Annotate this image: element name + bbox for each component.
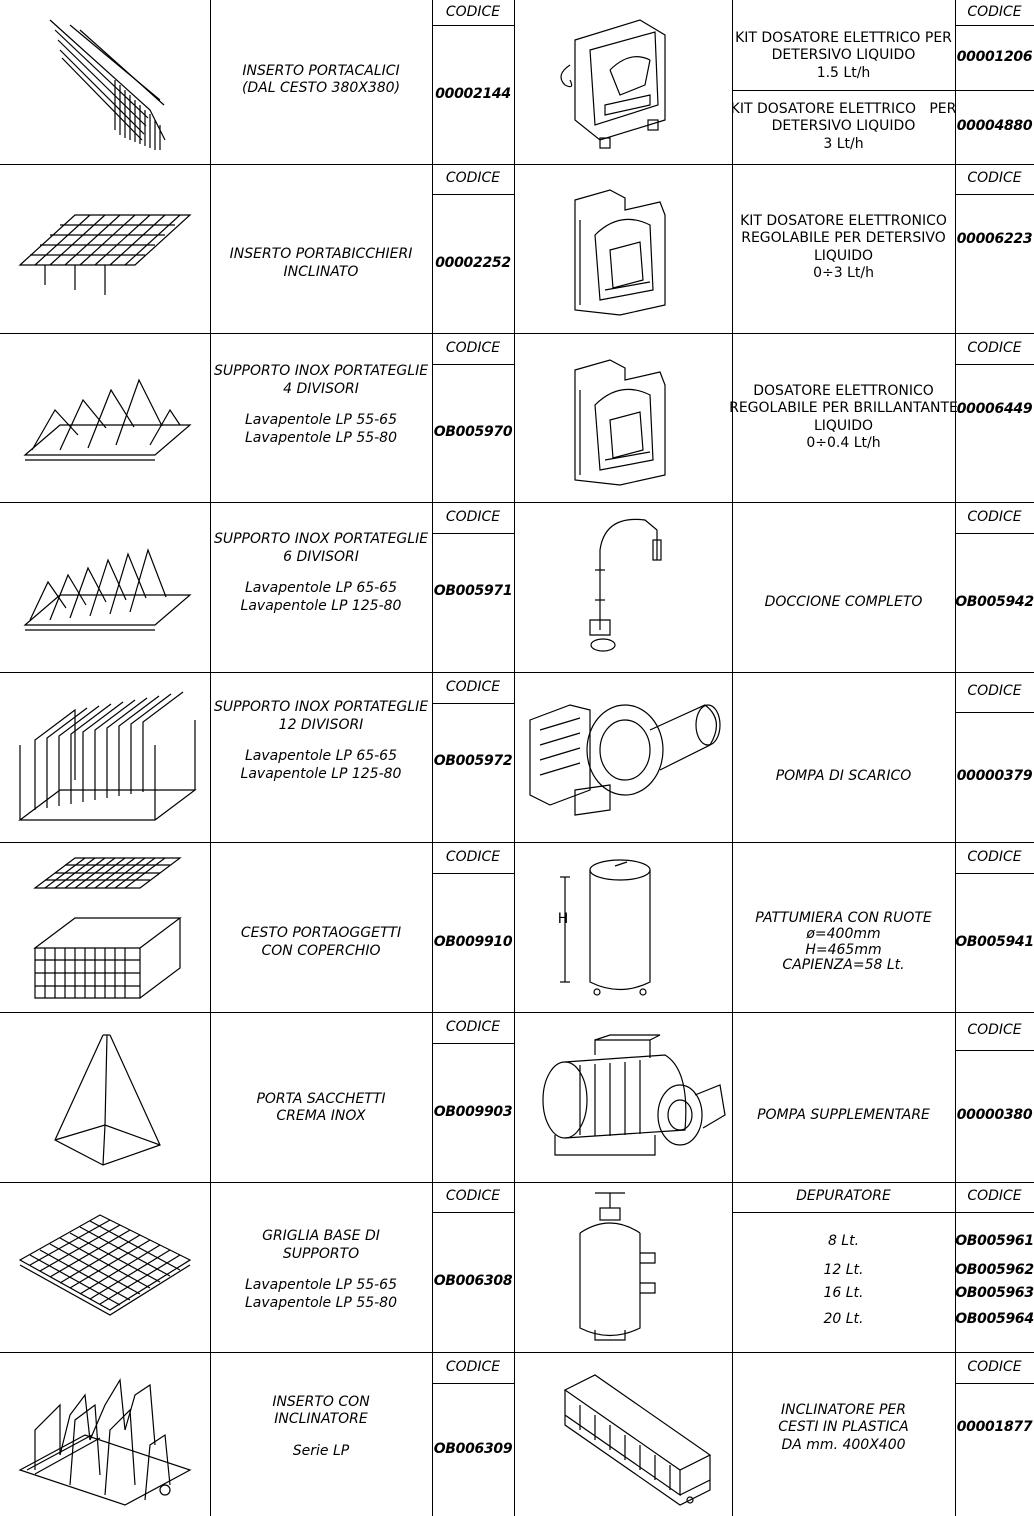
item-description: INSERTO PORTABICCHIERI INCLINATO	[229, 246, 413, 280]
item-code: OB005972	[433, 753, 513, 770]
item-code: 00001877	[956, 1419, 1033, 1436]
basket-with-lid-icon	[30, 848, 190, 1008]
code-header: CODICE	[445, 848, 501, 865]
item-description: DOCCIONE COMPLETO	[764, 593, 923, 610]
code-header: CODICE	[445, 508, 501, 525]
code-header: CODICE	[445, 3, 501, 20]
item-description: KIT DOSATORE ELETTRICO PER DETERSIVO LIQUIDO 3 Lt/h	[730, 100, 957, 152]
item-code: OB009903	[433, 1103, 513, 1120]
code-header: CODICE	[967, 683, 1022, 700]
item-code: 00000380	[956, 1107, 1033, 1124]
base-grid-icon	[15, 1205, 195, 1325]
item-code: OB005941	[955, 933, 1034, 950]
item-description: PATTUMIERA CON RUOTE ø=400mm H=465mm CAPIENZA=58 Lt.	[755, 910, 932, 974]
code-header: CODICE	[967, 170, 1022, 187]
item-code: OB005970	[433, 424, 513, 441]
row-divider	[0, 1352, 1034, 1353]
column-divider	[514, 0, 515, 1516]
item-description: 8 Lt.	[827, 1233, 860, 1250]
code-header: CODICE	[967, 848, 1022, 865]
item-description: PORTA SACCHETTI CREMA INOX	[256, 1090, 386, 1124]
item-code: OB005961	[955, 1233, 1034, 1250]
plastic-basket-tilter-icon	[555, 1370, 720, 1510]
item-code: 00002144	[435, 85, 511, 102]
spray-shower-icon	[575, 510, 665, 660]
item-code: OB005971	[433, 583, 513, 600]
item-description: CESTO PORTAOGGETTI CON COPERCHIO	[240, 925, 402, 959]
item-description: 16 Lt.	[823, 1285, 864, 1302]
row-divider	[0, 672, 1034, 673]
tray-support-6-icon	[20, 520, 195, 640]
row-divider	[0, 164, 1034, 165]
row-divider	[0, 842, 1034, 843]
tilt-insert-icon	[15, 1360, 195, 1510]
item-description: SUPPORTO INOX PORTATEGLIE 6 DIVISORI Lavapentole LP 65-65 Lavapentole LP 125-80	[213, 531, 429, 614]
item-code: OB005964	[955, 1311, 1034, 1328]
item-code: OB005962	[955, 1262, 1034, 1279]
code-header: CODICE	[967, 508, 1022, 525]
tray-support-12-icon	[15, 680, 200, 830]
item-code: 00000379	[956, 768, 1033, 785]
item-code: OB006309	[433, 1440, 513, 1457]
code-header: CODICE	[445, 339, 501, 356]
row-divider	[0, 502, 1034, 503]
item-description: SUPPORTO INOX PORTATEGLIE 4 DIVISORI Lavapentole LP 55-65 Lavapentole LP 55-80	[213, 363, 429, 446]
electric-dispenser-icon	[550, 10, 690, 150]
item-code: OB005942	[955, 593, 1034, 610]
code-header: CODICE	[445, 678, 501, 695]
item-description: POMPA DI SCARICO	[775, 768, 912, 785]
item-description: POMPA SUPPLEMENTARE	[757, 1107, 930, 1124]
item-code: 00004880	[956, 118, 1033, 135]
code-header: CODICE	[967, 1188, 1022, 1205]
code-header: CODICE	[445, 1188, 501, 1205]
code-header: CODICE	[967, 3, 1022, 20]
item-code: 00006223	[956, 231, 1033, 248]
item-description: INSERTO CON INCLINATORE Serie LP	[272, 1393, 370, 1459]
code-header: CODICE	[445, 1018, 501, 1035]
item-code: 00006449	[956, 401, 1033, 418]
tilted-glass-rack-insert-icon	[15, 195, 195, 305]
item-description: KIT DOSATORE ELETTRICO PER DETERSIVO LIQUIDO 1.5 Lt/h	[735, 29, 952, 81]
code-header: CODICE	[445, 1358, 501, 1375]
drain-pump-icon	[520, 690, 725, 820]
item-code: 00002252	[435, 254, 511, 271]
electronic-dispenser-icon	[565, 180, 675, 320]
item-code: OB006308	[433, 1273, 513, 1290]
code-header: CODICE	[967, 339, 1022, 356]
row-divider	[0, 333, 1034, 334]
code-header: CODICE	[967, 1358, 1022, 1375]
booster-pump-icon	[525, 1040, 730, 1170]
item-description: 12 Lt.	[823, 1262, 864, 1279]
row-divider	[0, 1012, 1034, 1013]
item-code: OB009910	[433, 933, 513, 950]
tray-support-4-icon	[20, 350, 195, 470]
code-header: CODICE	[445, 170, 501, 187]
dimension-label: H	[557, 911, 569, 928]
item-description: SUPPORTO INOX PORTATEGLIE 12 DIVISORI Lavapentole LP 65-65 Lavapentole LP 125-80	[213, 699, 429, 782]
item-code: OB005963	[955, 1285, 1034, 1302]
item-description: GRIGLIA BASE DI SUPPORTO Lavapentole LP 55-65 Lavapentole LP 55-80	[245, 1228, 397, 1311]
water-softener-icon	[570, 1188, 670, 1348]
item-description: INSERTO PORTACALICI (DAL CESTO 380X380)	[241, 62, 401, 96]
item-description: DOSATORE ELETTRONICO REGOLABILE PER BRILLANTANTE LIQUIDO 0÷0.4 Lt/h	[729, 382, 958, 451]
bag-holder-cone-icon	[45, 1030, 170, 1170]
depuratore-header: DEPURATORE	[796, 1188, 891, 1205]
item-description: KIT DOSATORE ELETTRONICO REGOLABILE PER DETERSIVO LIQUIDO 0÷3 Lt/h	[740, 212, 947, 281]
item-description: INCLINATORE PER CESTI IN PLASTICA DA mm. 400X400	[778, 1401, 909, 1453]
item-description: 20 Lt.	[823, 1311, 864, 1328]
rinse-aid-dispenser-icon	[565, 350, 675, 490]
item-code: 00001206	[956, 48, 1033, 65]
wine-glass-rack-insert-icon	[30, 10, 180, 150]
code-header: CODICE	[967, 1022, 1022, 1039]
